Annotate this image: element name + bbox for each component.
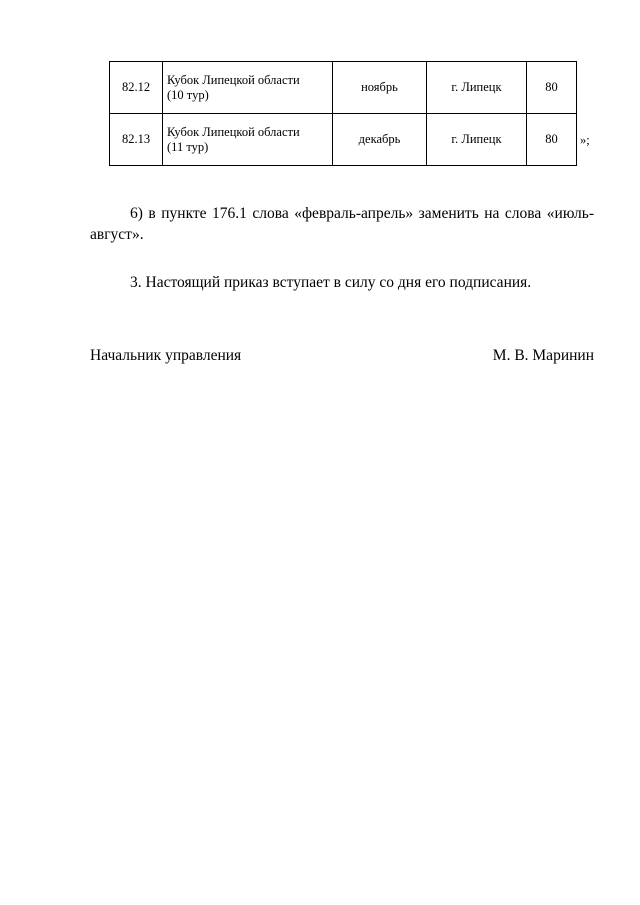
event-month-cell: ноябрь xyxy=(333,62,427,114)
paragraph-item-6-text: 6) в пункте 176.1 слова «февраль-апрель» заменить на слова «июль-август». xyxy=(90,205,594,243)
event-name-line: Кубок Липецкой области xyxy=(167,72,300,87)
event-month-cell: декабрь xyxy=(333,114,427,166)
event-name-line: Кубок Липецкой области xyxy=(167,124,300,139)
event-place-cell: г. Липецк xyxy=(427,62,527,114)
event-place-cell: г. Липецк xyxy=(427,114,527,166)
table-row xyxy=(110,62,577,114)
event-round-line: (11 тур) xyxy=(167,139,209,154)
event-name-cell xyxy=(163,114,333,166)
signatory-position: Начальник управления xyxy=(90,347,242,364)
event-number-cell: 82.12 xyxy=(110,62,163,114)
events-table xyxy=(109,61,577,166)
event-number-cell: 82.13 xyxy=(110,114,163,166)
paragraph-item-3-text: 3. Настоящий приказ вступает в силу со дня его подписания. xyxy=(130,274,532,291)
paragraph-item-3 xyxy=(90,272,594,293)
event-count-cell: 80 xyxy=(527,62,577,114)
event-name-cell xyxy=(163,62,333,114)
signature-block xyxy=(90,345,594,366)
event-count-cell: 80 xyxy=(527,114,577,166)
event-round-line: (10 тур) xyxy=(167,87,209,102)
signatory-name: М. В. Маринин xyxy=(492,347,594,364)
table-row xyxy=(110,114,577,166)
paragraph-item-6 xyxy=(90,203,594,245)
table-closing-quote: »; xyxy=(580,133,590,147)
